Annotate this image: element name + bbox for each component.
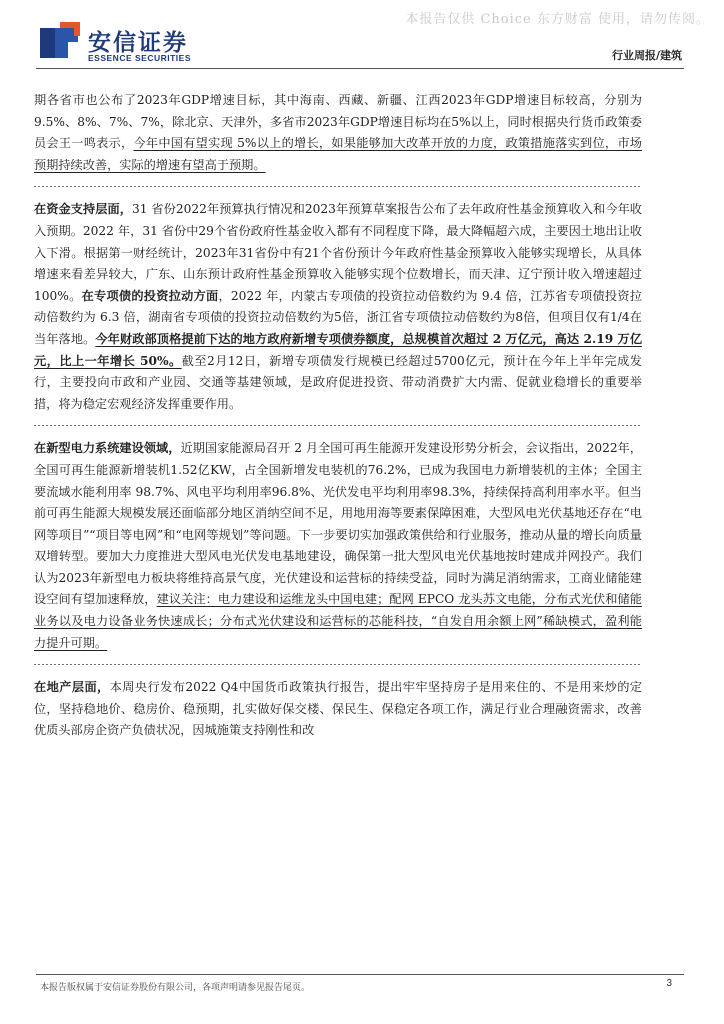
paragraph-funding-support	[34, 199, 642, 415]
real-estate-lead: 在地产层面，	[34, 680, 110, 695]
paragraph-gdp-targets	[34, 90, 642, 176]
paragraph-power-system	[34, 438, 642, 654]
section-divider	[34, 664, 642, 665]
gdp-growth-outlook: 今年中国有望实现 5%以上的增长，如果能够加大改革开放的力度，政策措施落实到位，市场预期持续改善，实际的增速有望高于预期。	[34, 136, 642, 172]
footer-divider	[36, 974, 684, 975]
power-text: 近期国家能源局召开 2 月全国可再生能源开发建设形势分析会，会议指出，2022年，全国可再生能源新增装机1.52亿KW，占全国新增发电装机的76.2%，已成为我国电力新增装机的主体；全国主要流域水能利用率 98.7%、风电平均利用率96.8%、光伏发电平均利用率98.3%，持续保持高利用率水平。但当前可再生能源大规模发展还面临部分地区消纳空间不足，用地用海等要素保障困难，大型风电光伏基地还存在“电网等项目”“项目等电网”和“电网等规划”等问题。下一步要切实加强政策供给和行业服务，推动从量的增长向质量双增转型。要加大力度推进大型风电光伏发电基地建设，确保第一批大型风电光伏基地按时建成并网投产。我们认为2023年新型电力板块将维持高景气度，光伏建设和运营标的持续受益，同时为满足消纳需求，工商业储能建设空间有望加速释放，	[34, 441, 642, 607]
header-divider	[36, 68, 684, 69]
footer-copyright: 本报告版权属于安信证券股份有限公司，各项声明请参见报告尾页。	[40, 983, 311, 993]
funding-lead: 在资金支持层面，	[34, 202, 132, 217]
report-body	[34, 90, 642, 742]
report-category: 行业周报/建筑	[611, 49, 682, 62]
special-bond-issuance-text: 截至2月12日，新增专项债发行规模已经超过5700亿元，预计在今年上半年完成发行，主要投向市政和产业园、交通等基建领域，是政府促进投资、带动消费扩大内需、促就业稳增长的重要举措，将为稳定宏观经济发挥重要作用。	[34, 353, 642, 411]
section-divider	[34, 186, 642, 187]
gdp-text: 期各省市也公布了2023年GDP增速目标，其中海南、西藏、新疆、江西2023年GDP增速目标较高，分别为9.5%、8%、7%、7%，除北京、天津外，多省市2023年GDP增速目标均在5%以上，同时根据央行货币政策委员会王一鸣表示，	[34, 93, 642, 151]
page-number: 3	[666, 978, 672, 989]
power-lead: 在新型电力系统建设领域，	[34, 441, 181, 456]
real-estate-text: 本周央行发布2022 Q4中国货币政策执行报告，提出牢牢坚持房子是用来住的、不是用来炒的定位，坚持稳地价、稳房价、稳预期，扎实做好保交楼、保民生、保稳定各项工作，满足行业合理融资需求，改善优质头部房企资产负债状况，因城施策支持刚性和改	[34, 680, 643, 738]
section-divider	[34, 425, 642, 426]
watermark-text: 本报告仅供 Choice 东方财富 使用，请勿传阅。	[405, 12, 710, 27]
paragraph-real-estate	[34, 677, 642, 742]
funding-text: 31 省份2022年预算执行情况和2023年预算草案报告公布了去年政府性基金预算收入和今年收入预期。2022 年，31 省份中29个省份政府性基金收入都有不同程度下降，最大降幅超六成，主要因土地出让收入下滑。根据第一财经统计，2023年31省份中有21个省份预计今年政府性基金预算收入能够实现增长，从具体增速来看差异较大，广东、山东预计政府性基金预算收入能够实现个位数增长，而天津、辽宁预计收入增速超过 100%。	[34, 202, 642, 303]
logo-english-name: ESSENCE SECURITIES	[88, 53, 191, 63]
special-bond-lead: 在专项债的投资拉动方面	[81, 288, 219, 303]
company-logo	[38, 22, 218, 68]
special-bond-quota-highlight: 今年财政部顶格提前下达的地方政府新增专项债券额度，总规模首次超过 2 万亿元，高达 2.19 万亿元，比上一年增长 50%。	[34, 331, 643, 368]
special-bond-text: ，2022 年，内蒙古专项债的投资拉动倍数约为 9.4 倍，江苏省专项债投资拉动倍数约为 6.3 倍，湖南省专项债的投资拉动倍数约为5倍，浙江省专项债拉动倍数约为8倍，但项目仅有1/4在当年落地。	[34, 288, 643, 346]
power-recommendation: 建议关注：电力建设和运维龙头中国电建；配网 EPCO 龙头苏文电能，分布式光伏和储能业务以及电力设备业务快速成长；分布式光伏建设和运营标的芯能科技，“自发自用余额上网”稀缺模式，盈利能力提升可期。	[34, 592, 642, 650]
logo-chinese-name: 安信证券	[88, 30, 188, 56]
logo-mark-icon	[38, 22, 82, 62]
